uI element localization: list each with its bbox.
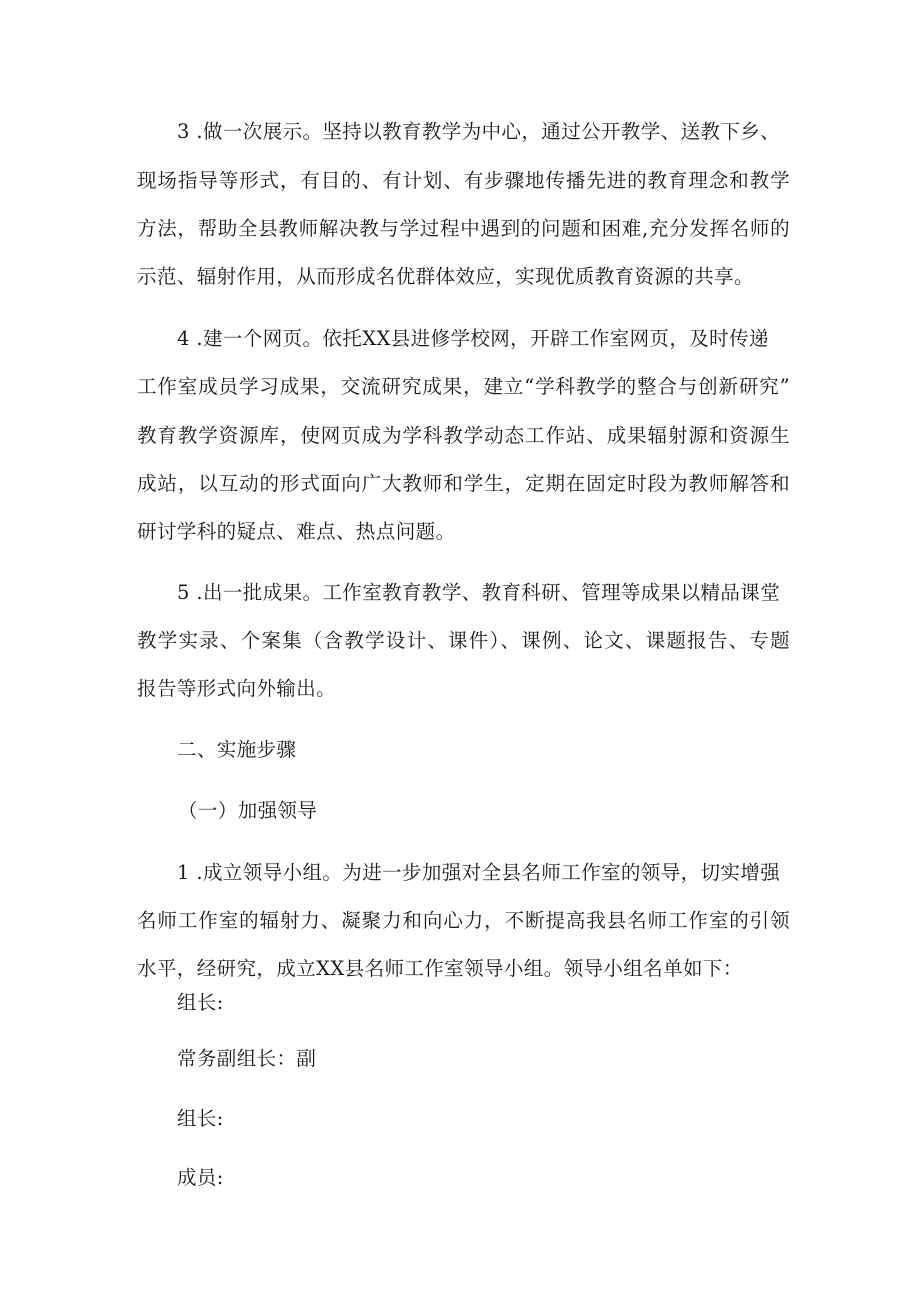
paragraph-5-line-1: 5 .出一批成果。工作室教育教学、教育科研、管理等成果以精品课堂 bbox=[177, 581, 781, 604]
paragraph-4-line-3: 教育教学资源库，使网页成为学科教学动态工作站、成果辐射源和资源生 bbox=[137, 424, 790, 447]
paragraph-1-line-2: 名师工作室的辐射力、凝聚力和向心力，不断提高我县名师工作室的引领 bbox=[137, 909, 790, 932]
paragraph-4-line-2: 工作室成员学习成果，交流研究成果，建立“学科教学的整合与创新研究” bbox=[137, 375, 790, 398]
paragraph-3-line-2: 现场指导等形式，有目的、有计划、有步骤地传播先进的教育理念和教学 bbox=[137, 169, 790, 192]
paragraph-4-line-4: 成站，以互动的形式面向广大教师和学生，定期在固定时段为教师解答和 bbox=[137, 472, 790, 495]
paragraph-3-line-1: 3 .做一次展示。坚持以教育教学为中心，通过公开教学、送教下乡、 bbox=[177, 120, 781, 143]
paragraph-1-line-1: 1 .成立领导小组。为进一步加强对全县名师工作室的领导，切实增强 bbox=[177, 861, 781, 884]
subsection-heading: （一）加强领导 bbox=[178, 799, 318, 822]
paragraph-4-line-1: 4 .建一个网页。依托XX县进修学校网，开辟工作室网页，及时传递 bbox=[177, 327, 769, 350]
members-label: 成员: bbox=[177, 1166, 224, 1189]
group-leader-label-2: 组长: bbox=[177, 1107, 224, 1130]
paragraph-5-line-2: 教学实录、个案集（含教学设计、课件）、课例、论文、课题报告、专题 bbox=[137, 629, 790, 652]
deputy-leader-label: 常务副组长：副 bbox=[177, 1047, 317, 1070]
section-heading: 二、实施步骤 bbox=[177, 738, 297, 761]
paragraph-1-line-3: 水平，经研究，成立XX县名师工作室领导小组。领导小组名单如下： bbox=[137, 957, 743, 980]
paragraph-3-line-3: 方法，帮助全县教师解决教与学过程中遇到的问题和困难,充分发挥名师的 bbox=[137, 217, 790, 240]
paragraph-5-line-3: 报告等形式向外输出。 bbox=[137, 677, 337, 700]
paragraph-3-line-4: 示范、辐射作用，从而形成名优群体效应，实现优质教育资源的共享。 bbox=[137, 265, 754, 288]
paragraph-4-line-5: 研讨学科的疑点、难点、热点问题。 bbox=[137, 520, 456, 543]
group-leader-label: 组长: bbox=[177, 991, 224, 1014]
